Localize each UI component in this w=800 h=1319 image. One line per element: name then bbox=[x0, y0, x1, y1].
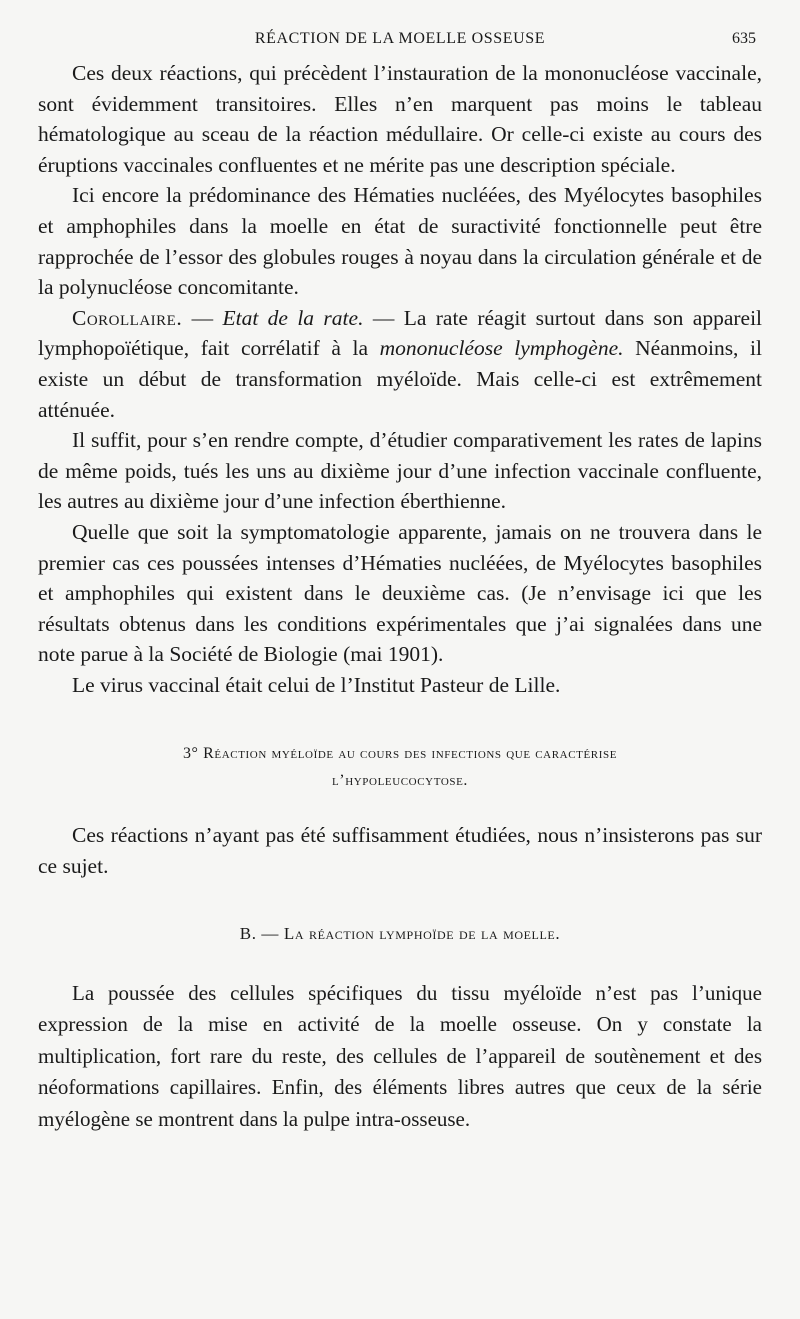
paragraph: Ces réactions n’ayant pas été suffisamment étudiées, nous n’insisterons pas sur ce sujet. bbox=[38, 823, 762, 879]
paragraph: Quelle que soit la symptomatologie apparente, jamais on ne trouvera dans le premier cas ces poussées intenses d’Hématies nucléées, de Myélocytes basophiles et amphophiles qui existent dans le deuxième cas. (Je n’envisage ici que les résultats obtenus dans les conditions expérimentales que j’ai signalées dans une note parue à la Société de Biologie (mai 1901). bbox=[38, 519, 762, 667]
paragraph: Le virus vaccinal était celui de l’Institut Pasteur de Lille. bbox=[72, 672, 561, 697]
running-title: RÉACTION DE LA MOELLE OSSEUSE bbox=[254, 30, 546, 47]
section-heading-b: B. — La réaction lymphoïde de la moelle. bbox=[239, 923, 561, 943]
paragraph: La poussée des cellules spécifiques du tissu myéloïde n’est pas l’unique expression de la mise en activité de la moelle osseuse. On y constate la multiplication, fort rare du reste, des cellules de l’appareil de soutènement et des néoformations capillaires. Enfin, des éléments libres autres que ceux de la série myélogène se montrent dans la pulpe intra-osseuse. bbox=[38, 980, 762, 1132]
section-heading-line: l’hypoleucocytose. bbox=[331, 772, 469, 790]
dash: — bbox=[182, 305, 223, 330]
dash: — bbox=[363, 305, 404, 330]
running-head bbox=[38, 22, 762, 58]
page-number: 635 bbox=[732, 30, 756, 47]
paragraph: Ces deux réactions, qui précèdent l’instauration de la mononucléose vaccinale, sont évidemment transitoires. Elles n’en marquent pas moins le tableau hématologique au sceau de la réaction médullaire. Or celle-ci existe au cours des éruptions vaccinales confluentes et ne mérite pas une description spéciale. bbox=[38, 61, 762, 177]
corollary-subtitle: Etat de la rate. bbox=[222, 305, 364, 330]
section-heading-3 bbox=[38, 740, 762, 794]
paragraph: Ici encore la prédominance des Hématies nucléées, des Myélocytes basophiles et amphophiles dans la moelle en état de suractivité fonctionnelle peut être rapprochée de l’essor des globules rouges à noyau dans la circulation générale et de la polynucléose concomitante. bbox=[38, 183, 762, 300]
corollary-label: Corollaire. bbox=[72, 305, 183, 330]
corollary-italic-term: mononucléose lymphogène. bbox=[379, 336, 624, 361]
paragraph: Il suffit, pour s’en rendre compte, d’étudier comparativement les rates de lapins de même poids, tués les uns au dixième jour d’une infection vaccinale confluente, les autres au dixième jour d’une infection éberthienne. bbox=[38, 428, 762, 514]
paragraph-corollaire bbox=[38, 303, 762, 425]
corollary-text-end: Néanmoins, il existe un début de transformation myéloïde. Mais celle-ci est extrêmement atténuée. bbox=[38, 336, 762, 422]
corollary-text: La rate réagit surtout dans son appareil lymphopoïétique, fait corrélatif à la bbox=[38, 305, 763, 361]
section-heading-line: 3° Réaction myéloïde au cours des infections que caractérise bbox=[182, 745, 618, 763]
